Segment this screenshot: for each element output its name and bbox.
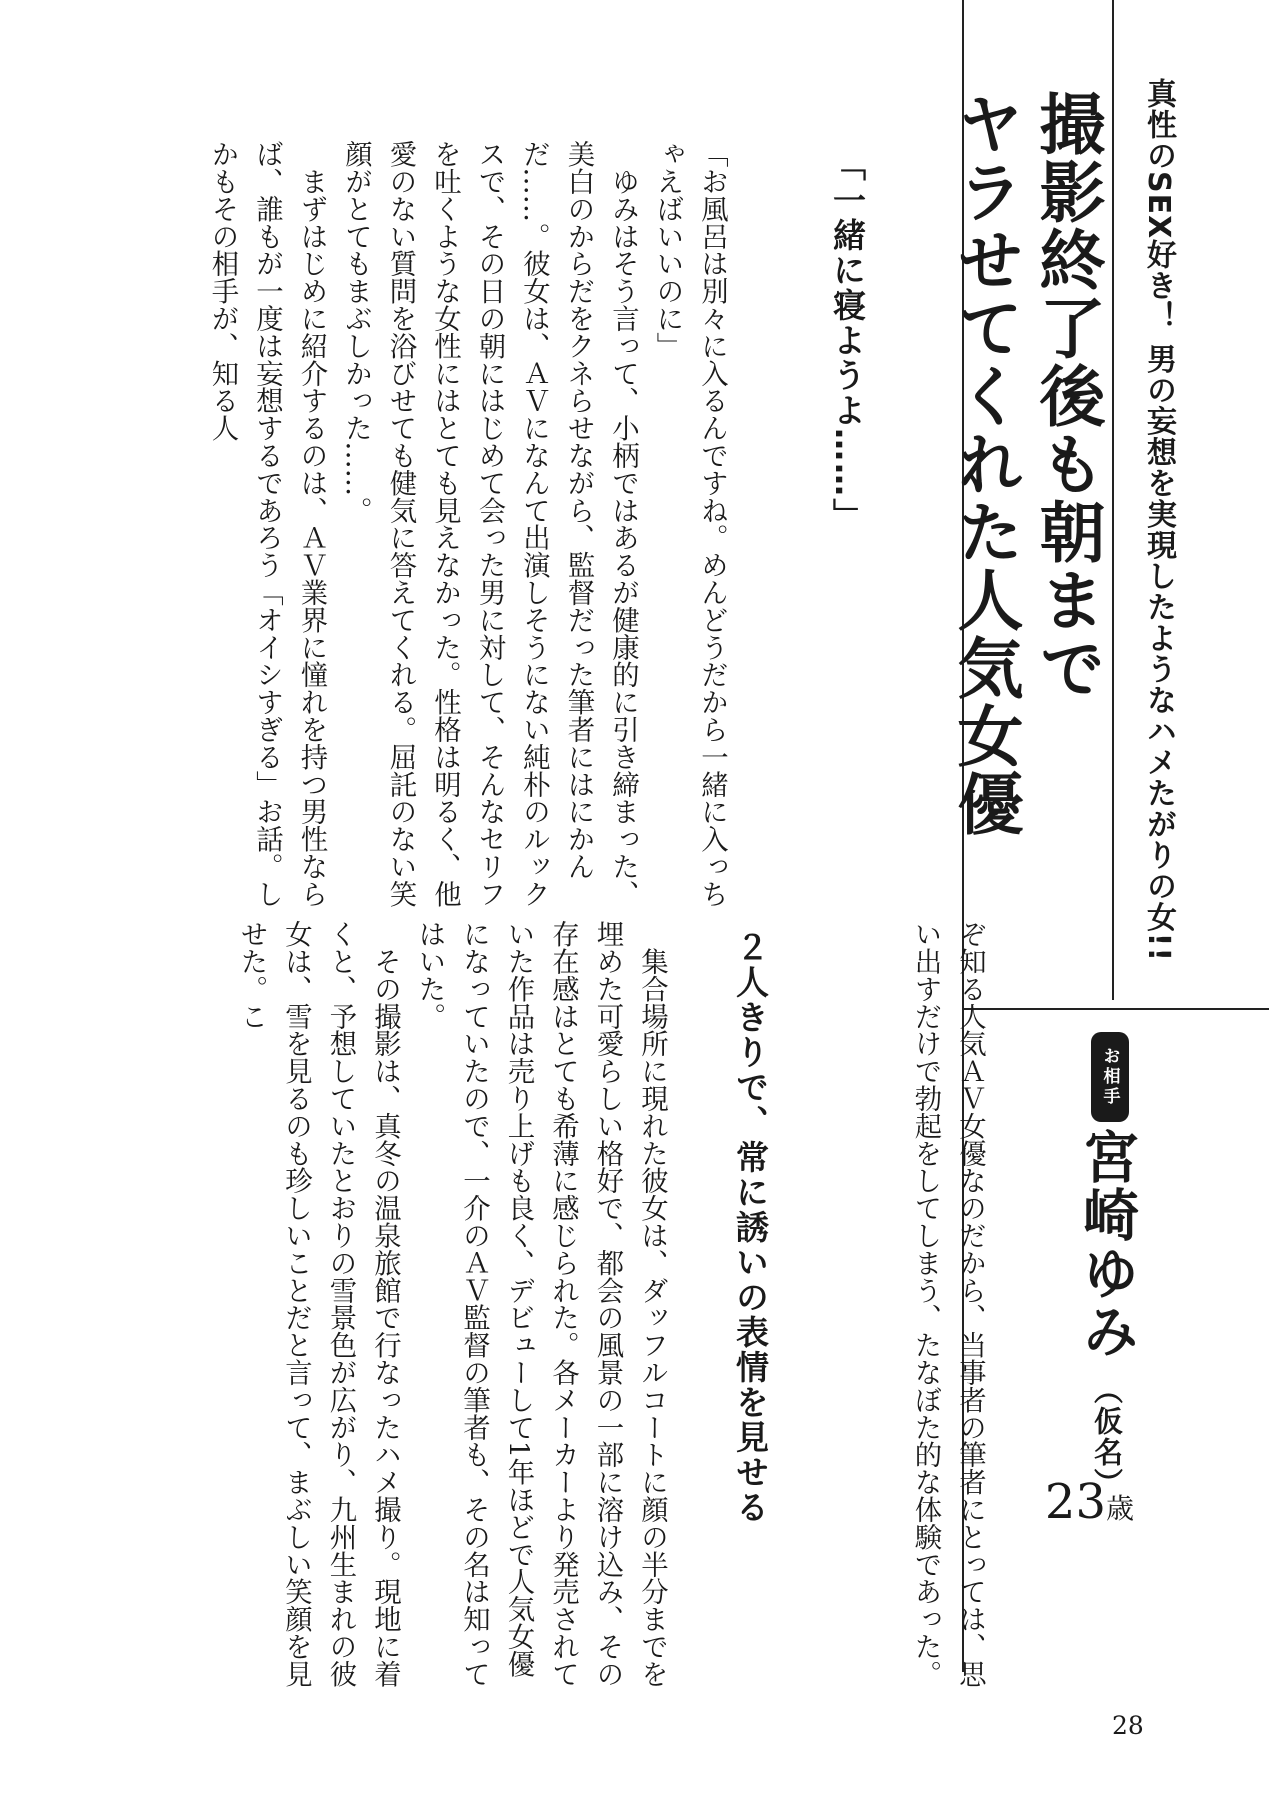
section2-lead: ぞ知る人気ＡＶ女優なのだから、当事者の筆者にとっては、思い出すだけで勃起をしてしまう、たなぼた的な体験であった。 — [909, 920, 985, 1688]
partner-name: 宮崎ゆみ — [1074, 1128, 1139, 1360]
section2-heading: ２人きりで、常に誘いの表情を見せる — [731, 930, 770, 1525]
section2-body: 集合場所に現れた彼女は、ダッフルコートに顔の半分までを埋めた可愛らしい格好で、都会の風景の一部に溶け込み、その存在感はとても希薄に感じられた。各メーカーより発売されていた作品は売り上げも良く、デビューして1年ほどで人気女優になっていたので、一介のＡＶ監督の筆者も、その名は知ってはいた。 その撮影は、真冬の温泉旅館で行なったハメ撮り。現地に着くと、予想していたとおりの雪景色が広がり、九州生まれの彼女は、雪を見るのも珍しいことだと言って、まぶしい笑顔を見せた。こ — [235, 920, 667, 1688]
partner-age — [1044, 1474, 1134, 1530]
title-line-1: 撮影終了後も朝まで — [1028, 90, 1105, 702]
partner-badge: お相手 — [1091, 1032, 1129, 1122]
header-divider — [1112, 0, 1114, 1000]
title-line-2: ヤラせてくれた人気女優 — [946, 90, 1023, 838]
name-note: （仮名） — [1090, 1375, 1124, 1499]
section1-heading: 「一緒に寝ようよ……」 — [828, 148, 867, 533]
profile-top-rule — [962, 1008, 1269, 1010]
page-number: 28 — [1112, 1711, 1144, 1740]
section1-body: 「お風呂は別々に入るんですね。めんどうだから一緒に入っちゃえばいいのに」 ゆみはそう言って、小柄ではあるが健康的に引き締まった、美白のからだをクネらせながら、監督だった筆者にはにかんだ……。彼女は、ＡＶになんて出演しそうにない純朴のルックスで、その日の朝にはじめて会った男に対して、そんなセリフを吐くような女性にはとても見えなかった。性格は明るく、他愛のない質問を浴びせても健気に答えてくれる。屈託のない笑顔がとてもまぶしかった……。 まずはじめに紹介するのは、ＡＶ業界に憧れを持つ男性ならば、誰もが一度は妄想するであろう「オイシすぎる」お話。しかもその相手が、知る人 — [206, 140, 727, 908]
age-value: 23 — [1044, 1474, 1106, 1530]
age-unit: 歳 — [1105, 1492, 1134, 1525]
kicker: 真性のSEX好き！ 男の妄想を実現したようなハメたがりの女!! — [1141, 78, 1176, 963]
